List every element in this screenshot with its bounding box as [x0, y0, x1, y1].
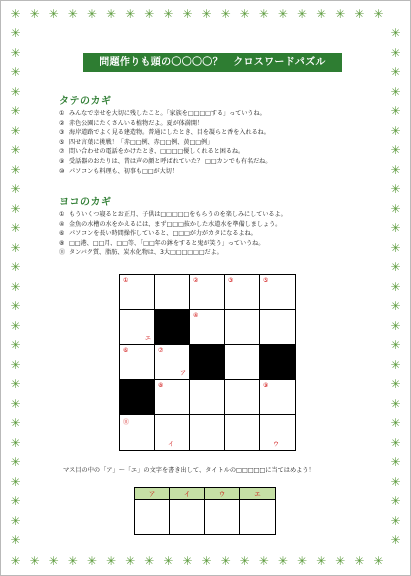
grid-cell[interactable]	[225, 310, 260, 345]
flower-icon: ✳	[10, 143, 21, 157]
flower-icon: ✳	[390, 416, 401, 430]
flower-icon: ✳	[10, 123, 21, 138]
flower-icon: ✳	[10, 357, 21, 372]
clue-number: ⑪	[59, 249, 66, 257]
flower-icon: ✳	[390, 533, 401, 547]
flower-icon: ✳	[10, 45, 21, 60]
yoko-heading: ヨコのカギ	[59, 197, 112, 208]
flower-icon: ✳	[10, 513, 21, 528]
cell-number: ⑪	[123, 419, 130, 426]
flower-icon: ✳	[390, 45, 401, 60]
flower-icon: ✳	[390, 84, 401, 99]
flower-icon: ✳	[239, 7, 250, 21]
flower-icon: ✳	[10, 435, 21, 450]
clue-number: ④	[59, 220, 65, 228]
flower-icon: ✳	[390, 494, 401, 508]
flower-icon: ✳	[125, 7, 136, 21]
clue-number: ⑩	[59, 167, 65, 175]
flower-icon: ✳	[390, 26, 401, 40]
flower-icon: ✳	[390, 162, 401, 177]
cell-marker-letter: イ	[168, 441, 175, 448]
flower-icon: ✳	[67, 554, 78, 568]
flower-icon: ✳	[390, 123, 401, 138]
clue-text: 受話器のおたりは、昔は声の顔と呼ばれていた？ □□カンでも有名だね。	[69, 158, 272, 165]
flower-icon: ✳	[258, 554, 269, 568]
flower-icon: ✳	[390, 318, 401, 333]
grid-cell[interactable]	[190, 415, 225, 450]
grid-cell[interactable]	[120, 310, 155, 345]
grid-cell[interactable]	[260, 380, 295, 415]
page-title: 問題作りも頭の〇〇〇〇？ クロスワードパズル	[83, 53, 342, 72]
flower-icon: ✳	[390, 104, 401, 118]
flower-icon: ✳	[10, 26, 21, 40]
grid-cell[interactable]	[190, 275, 225, 310]
flower-icon: ✳	[48, 554, 59, 568]
flower-icon: ✳	[10, 377, 21, 391]
flower-icon: ✳	[390, 435, 401, 450]
clue-number: ⑨	[59, 158, 65, 165]
cell-marker-letter: ア	[179, 370, 186, 377]
flower-icon: ✳	[144, 554, 155, 568]
clue-text: □□港、□□月、□□等、「□□年の鉢をすると鬼が笑う」っていうね。	[69, 239, 265, 247]
flower-icon: ✳	[296, 554, 308, 568]
clue-item	[59, 157, 271, 166]
flower-icon: ✳	[10, 84, 21, 99]
clue-text: パソコンも料理も、初事も□□が大切！	[69, 167, 178, 175]
grid-cell[interactable]	[155, 275, 190, 310]
flower-icon: ✳	[10, 455, 21, 469]
flower-icon: ✳	[67, 7, 78, 21]
grid-cell[interactable]	[155, 345, 190, 380]
flower-icon: ✳	[390, 65, 401, 79]
flower-icon: ✳	[277, 554, 288, 568]
grid-cell[interactable]	[155, 380, 190, 415]
flower-icon: ✳	[296, 7, 308, 21]
flower-icon: ✳	[390, 513, 401, 528]
flower-icon: ✳	[239, 554, 250, 568]
tate-heading: タテのカギ	[59, 96, 112, 107]
flower-icon: ✳	[390, 240, 401, 255]
flower-icon: ✳	[105, 554, 117, 568]
grid-cell-black	[155, 310, 190, 345]
flower-icon: ✳	[10, 554, 21, 568]
clue-text: タンバク質、脂肪、炭水化物は、3大□□□□□□だよ。	[69, 249, 223, 257]
cell-number: ⑦	[158, 347, 164, 354]
clue-number: ⑤	[59, 138, 65, 146]
flower-icon: ✳	[86, 554, 97, 568]
flower-icon: ✳	[277, 7, 288, 21]
clue-item	[59, 147, 244, 156]
clue-item	[59, 248, 223, 257]
flower-icon: ✳	[10, 182, 21, 196]
flower-icon: ✳	[390, 338, 401, 352]
grid-cell-black	[260, 345, 295, 380]
cell-marker-letter: エ	[144, 335, 151, 342]
cell-marker-letter: ウ	[273, 441, 280, 448]
clue-item	[59, 210, 287, 219]
grid-cell-black	[190, 345, 225, 380]
flower-icon: ✳	[10, 279, 21, 294]
clue-item	[59, 119, 203, 128]
clue-item	[59, 138, 213, 147]
flower-icon: ✳	[390, 221, 401, 235]
clue-number: ⑦	[59, 148, 65, 156]
clue-text: みんなで幸せを大切に残したこと。「家族を□□□□する」っていうね。	[69, 110, 266, 117]
flower-icon: ✳	[10, 7, 21, 21]
clue-text: 問い合わせの電話をかけたとき、□□□□優しくれると困るね。	[69, 148, 245, 156]
grid-cell[interactable]	[225, 415, 260, 450]
clue-text: パソコンを長い時間操作していると、□□□が力がカタになるよね。	[69, 230, 257, 238]
clue-item	[59, 239, 264, 248]
flower-icon: ✳	[201, 554, 212, 568]
flower-icon: ✳	[373, 554, 384, 568]
flower-icon: ✳	[390, 143, 401, 157]
flower-icon: ✳	[182, 7, 193, 21]
flower-icon: ✳	[390, 260, 401, 274]
grid-cell[interactable]	[260, 310, 295, 345]
flower-icon: ✳	[10, 533, 21, 547]
grid-cell[interactable]	[260, 415, 295, 450]
flower-icon: ✳	[10, 260, 21, 274]
flower-icon: ✳	[390, 182, 401, 196]
clue-text: 海岸道路でよく見る建造物。普通にしたとき、目を凝らと香を入れるね。	[69, 129, 270, 137]
flower-icon: ✳	[10, 338, 21, 352]
clue-number: ③	[59, 129, 65, 137]
crossword-grid	[119, 274, 296, 451]
grid-cell[interactable]	[190, 310, 225, 345]
grid-cell[interactable]	[120, 345, 155, 380]
answer-input-cell[interactable]	[240, 500, 275, 534]
answer-header-cell: ウ	[205, 488, 240, 500]
flower-icon: ✳	[390, 377, 401, 391]
flower-icon: ✳	[144, 7, 155, 21]
grid-cell[interactable]	[225, 380, 260, 415]
flower-icon: ✳	[390, 357, 401, 372]
grid-cell[interactable]	[260, 275, 295, 310]
flower-icon: ✳	[10, 104, 21, 118]
grid-cell[interactable]	[190, 380, 225, 415]
flower-icon: ✳	[373, 7, 384, 21]
answer-header-cell: ア	[135, 488, 170, 500]
flower-icon: ✳	[390, 279, 401, 294]
flower-icon: ✳	[125, 554, 136, 568]
flower-icon: ✳	[258, 7, 269, 21]
cell-number: ③	[228, 277, 234, 284]
clue-text: もういくつ寝るとお正月、子供は□□□□□をもらうのを楽しみにしているよ。	[69, 211, 287, 218]
grid-cell[interactable]	[155, 415, 190, 450]
flower-icon: ✳	[10, 162, 21, 177]
flower-icon: ✳	[390, 455, 401, 469]
flower-icon: ✳	[10, 416, 21, 430]
cell-number: ④	[193, 312, 199, 319]
flower-icon: ✳	[220, 554, 231, 568]
grid-cell[interactable]	[225, 345, 260, 380]
clue-item	[59, 128, 270, 137]
clue-number: ⑧	[59, 239, 65, 247]
grid-cell[interactable]	[225, 275, 260, 310]
flower-icon: ✳	[29, 554, 40, 568]
clue-number: ①	[59, 110, 65, 117]
clue-number: ⑥	[59, 230, 65, 238]
flower-icon: ✳	[220, 7, 231, 21]
clue-number: ①	[59, 211, 65, 218]
clue-text: 四せ言葉に挑戦！「赤□□例、赤□□例、黄□□例」	[69, 138, 214, 146]
flower-icon: ✳	[86, 7, 97, 21]
cell-number: ⑤	[263, 277, 269, 284]
grid-cell[interactable]	[120, 415, 155, 450]
answer-header-cell: イ	[170, 488, 205, 500]
flower-icon: ✳	[316, 7, 327, 21]
flower-icon: ✳	[390, 201, 401, 216]
flower-icon: ✳	[48, 7, 59, 21]
flower-icon: ✳	[10, 221, 21, 235]
flower-icon: ✳	[390, 299, 401, 313]
flower-icon: ✳	[10, 201, 21, 216]
flower-icon: ✳	[390, 474, 401, 489]
clue-item	[59, 167, 178, 176]
flower-icon: ✳	[105, 7, 117, 21]
answer-input-cell[interactable]	[170, 500, 205, 534]
flower-icon: ✳	[10, 240, 21, 255]
flower-icon: ✳	[10, 318, 21, 333]
flower-icon: ✳	[201, 7, 212, 21]
flower-icon: ✳	[316, 554, 327, 568]
clue-item	[59, 109, 266, 118]
clue-item	[59, 220, 281, 229]
flower-icon: ✳	[335, 554, 346, 568]
cell-number: ②	[193, 277, 199, 284]
flower-icon: ✳	[10, 474, 21, 489]
cell-number: ⑧	[158, 382, 164, 389]
flower-icon: ✳	[354, 554, 365, 568]
flower-icon: ✳	[354, 7, 365, 21]
flower-icon: ✳	[163, 554, 174, 568]
flower-icon: ✳	[182, 554, 193, 568]
flower-icon: ✳	[10, 299, 21, 313]
flower-icon: ✳	[10, 65, 21, 79]
flower-icon: ✳	[335, 7, 346, 21]
answer-header-cell: エ	[240, 488, 275, 500]
answer-table	[134, 487, 276, 535]
cell-number: ⑥	[123, 347, 129, 354]
clue-number: ②	[59, 119, 65, 127]
flower-icon: ✳	[10, 396, 21, 411]
cell-number: ①	[123, 277, 129, 284]
flower-icon: ✳	[163, 7, 174, 21]
cell-number: ⑨	[263, 382, 269, 389]
flower-icon: ✳	[390, 396, 401, 411]
clue-text: 金魚の水槽の水をかえるには、まず□□□抜かした水道水を準備しましょう。	[69, 220, 282, 228]
flower-icon: ✳	[10, 494, 21, 508]
instruction-note: マス目の中の「ア」～「エ」の文字を書き出して、タイトルの□□□□□に当てはめよう！	[63, 467, 315, 474]
grid-cell-black	[120, 380, 155, 415]
flower-icon: ✳	[29, 7, 40, 21]
answer-input-cell[interactable]	[205, 500, 240, 534]
clue-text: 赤色公園にたくさんいる植物だよ。夏が体満開！	[69, 119, 204, 127]
grid-cell[interactable]	[120, 275, 155, 310]
clue-item	[59, 229, 257, 238]
answer-input-cell[interactable]	[135, 500, 170, 534]
